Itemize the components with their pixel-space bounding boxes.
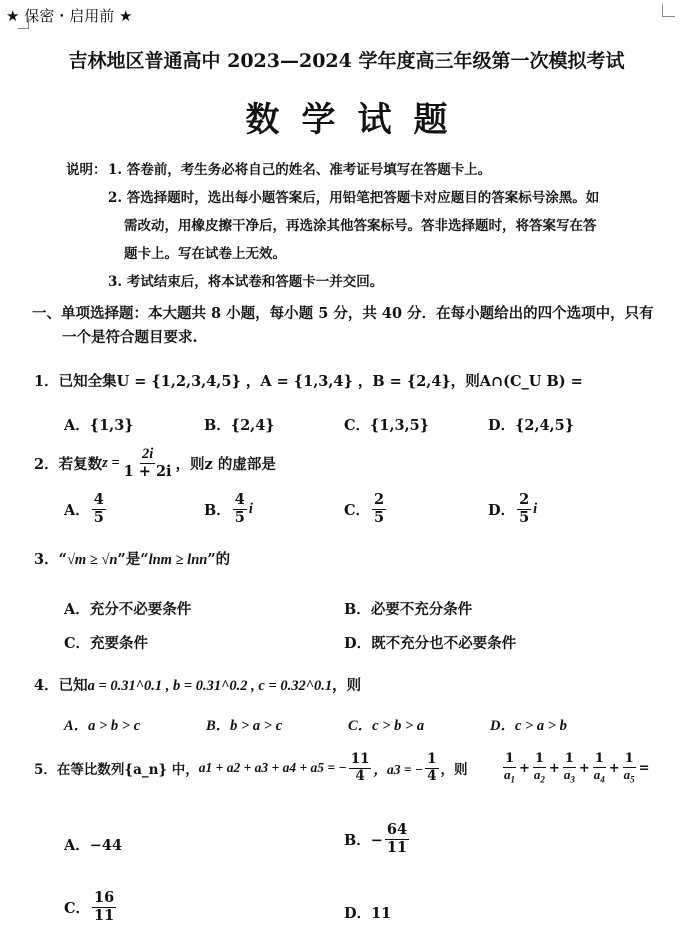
q5-a3: ，a3 = − [373, 762, 424, 778]
question-2-stem [34, 446, 276, 480]
notes-lead: 说明： [66, 162, 107, 178]
q2-den: 1 + 2i [123, 462, 172, 480]
q5-reciprocal-sum: $\frac{1}{a_1}$ + $\frac{1}{a_2}$ + $\frac{1}{a_3}$ + $\frac{1}{a_4}$ + $\frac{1}{a_5}$ = [504, 751, 650, 785]
corner-mark-icon [18, 18, 29, 29]
option-label: B．− [344, 831, 383, 849]
q2-option-b [204, 492, 253, 526]
frac-den: 5 [374, 508, 385, 526]
frac-den: 5 [234, 508, 245, 526]
note-2: 2. 答选择题时，选出每小题答案后，用铅笔把答题卡对应题目的答案标号涂黑。如 [108, 190, 600, 206]
frac-num: 64 [386, 821, 408, 838]
frac-num: 1 [427, 751, 437, 767]
option-label: C． [64, 899, 91, 917]
q5-option-a: A．−44 [64, 837, 123, 854]
q2-suffix: ，则z 的虚部是 [175, 455, 276, 473]
q3-option-d: D．既不充分也不必要条件 [344, 635, 517, 652]
question-4-stem [34, 674, 361, 695]
question-1-stem: 1．已知全集U = {1,2,3,4,5} ，A = {1,3,4} ，B = {2,4}，则A∩(C_U B) = [34, 373, 583, 390]
q5-option-d: D．11 [344, 905, 392, 922]
frac-num: 2 [519, 491, 530, 508]
option-label: A． [64, 501, 90, 519]
q1-option-b: B．{2,4} [204, 417, 275, 434]
question-3-stem [34, 548, 230, 569]
q5-prefix: 5．在等比数列{a_n} 中， [34, 762, 199, 779]
q3-option-c: C．充要条件 [64, 635, 149, 652]
section-heading-cont: 一个是符合题目要求. [62, 329, 198, 346]
q1-option-d: D．{2,4,5} [488, 417, 575, 434]
q5-then: ，则 [440, 762, 468, 779]
q4-prefix: 4．已知 [34, 677, 88, 694]
note-1: 1. 答卷前，考生务必将自己的姓名、准考证号填写在答题卡上。 [108, 162, 492, 178]
q2-num: 2i [141, 446, 154, 462]
q3-option-b: B．必要不充分条件 [344, 601, 473, 618]
q2-fraction [122, 446, 174, 480]
page-title: 数学试题 [245, 100, 470, 140]
q2-prefix: 2．若复数 [34, 455, 103, 473]
q4-option-d: D．c > a > b [490, 718, 567, 734]
q4-option-b: B．b > a > c [206, 718, 283, 734]
note-2-cont2: 题卡上。写在试卷上无效。 [124, 246, 286, 262]
imag-unit: i [248, 500, 253, 517]
q4-option-a: A．a > b > c [64, 718, 141, 734]
frac-num: 11 [350, 751, 370, 767]
q2-option-a [64, 492, 108, 526]
frac-den: 11 [94, 906, 115, 924]
q3-option-a: A．充分不必要条件 [64, 601, 192, 618]
q3-stem-a: 3．“ [34, 551, 67, 568]
imag-unit: i [533, 500, 538, 517]
frac-den: 5 [519, 508, 530, 526]
question-5-stem [34, 752, 468, 784]
q4-expr: a = 0.31^0.1 , b = 0.31^0.2 , c = 0.32^0.1 [87, 678, 333, 694]
note-3: 3. 考试结束后，将本试卷和答题卡一并交回。 [108, 274, 384, 290]
q5-sum: a1 + a2 + a3 + a4 + a5 = − [198, 760, 347, 776]
top-bar [0, 0, 693, 30]
frac-den: 5 [93, 508, 104, 526]
frac-den: 11 [386, 838, 408, 856]
q2-z: z = [102, 454, 120, 471]
corner-mark-icon [662, 4, 675, 17]
option-label: D． [488, 501, 516, 519]
q2-option-d [488, 492, 537, 526]
frac-num: 4 [93, 491, 104, 508]
frac-den: 4 [427, 767, 437, 784]
option-label: C． [344, 501, 371, 519]
q3-stem-b: √m ≥ √n [66, 552, 118, 568]
confidential-label: ★ 保密・启用前 ★ [6, 7, 133, 25]
frac-num: 4 [234, 491, 245, 508]
q1-option-a: A．{1,3} [64, 417, 134, 434]
q3-stem-d: lnm ≥ lnn [148, 552, 208, 568]
frac-den: 4 [355, 767, 365, 784]
q4-suffix: ，则 [332, 677, 362, 694]
q1-option-c: C．{1,3,5} [344, 417, 430, 434]
frac-num: 16 [94, 889, 115, 906]
q3-stem-e: ”的 [207, 551, 231, 568]
frac-num: 2 [374, 491, 385, 508]
q2-option-c [344, 492, 388, 526]
q5-option-c [64, 890, 118, 924]
q3-stem-c: ”是“ [117, 551, 149, 568]
q5-option-b [344, 822, 411, 856]
q4-option-c: C．c > b > a [348, 718, 425, 734]
option-label: B． [204, 501, 231, 519]
exam-header: 吉林地区普通高中 2023—2024 学年度高三年级第一次模拟考试 [68, 50, 625, 72]
note-2-cont: 需改动，用橡皮擦干净后，再选涂其他答案标号。答非选择题时，将答案写在答 [124, 218, 597, 234]
section-heading: 一、单项选择题：本大题共 8 小题，每小题 5 分，共 40 分．在每小题给出的四个选项中，只有 [32, 305, 654, 322]
